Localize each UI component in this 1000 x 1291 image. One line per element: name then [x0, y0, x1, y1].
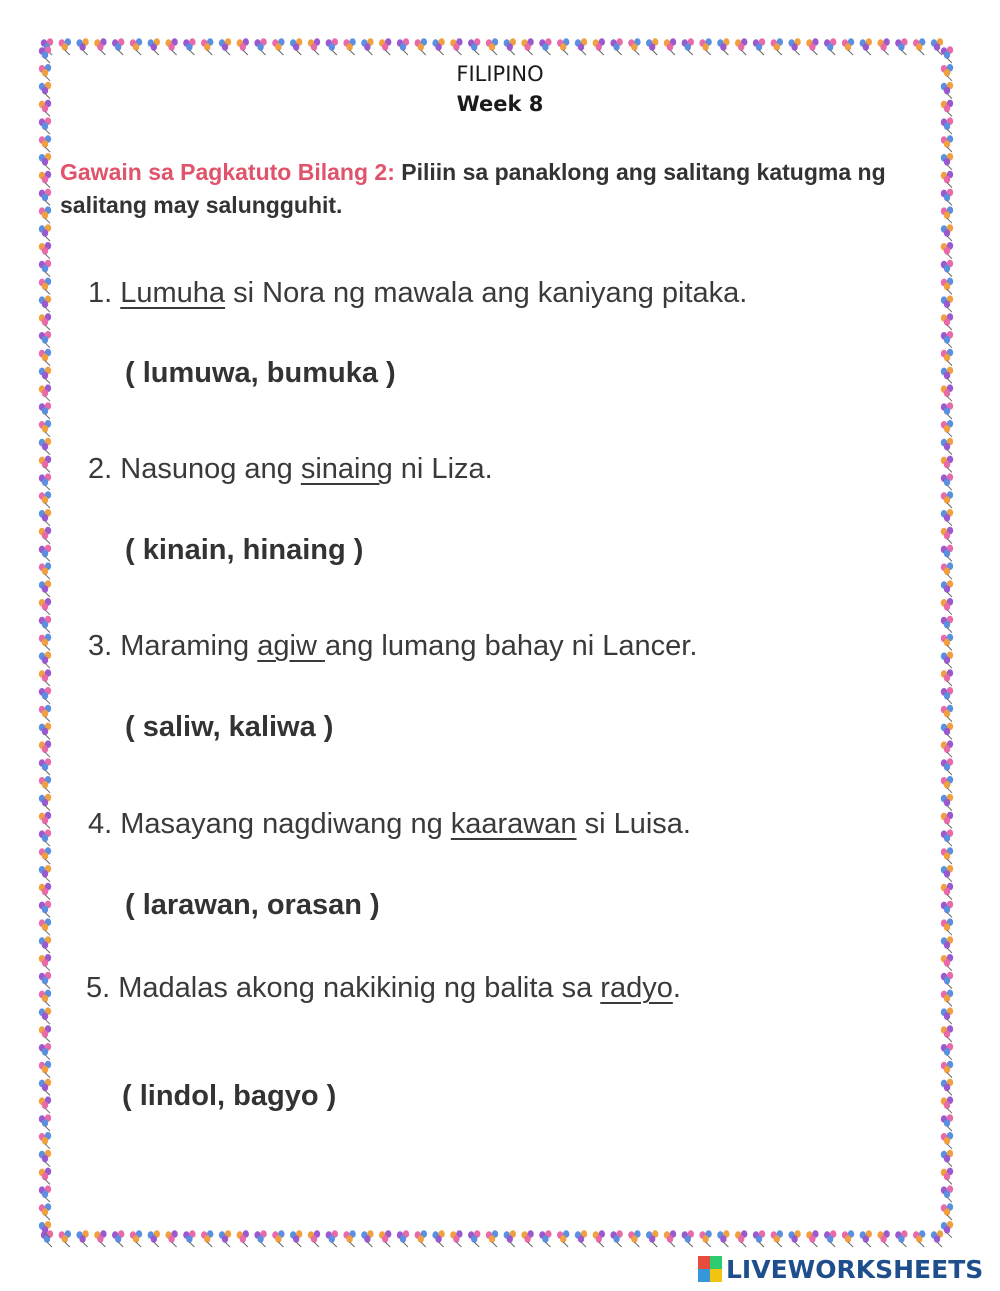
instructions-label: Gawain sa Pagkatuto Bilang 2: — [60, 159, 395, 185]
balloon-icon — [397, 38, 409, 55]
balloon-icon — [39, 776, 51, 793]
balloon-icon — [941, 812, 953, 829]
balloon-icon — [130, 1230, 142, 1247]
balloon-icon — [941, 313, 953, 330]
balloon-icon — [941, 1007, 953, 1024]
question-text-after: si Luisa. — [576, 808, 691, 840]
balloon-icon — [539, 1230, 551, 1247]
balloon-icon — [664, 1230, 676, 1247]
balloon-icon — [628, 1230, 640, 1247]
balloon-icon — [486, 1230, 498, 1247]
balloon-icon — [39, 1096, 51, 1113]
balloon-icon — [39, 990, 51, 1007]
choices-3: ( saliw, kaliwa ) — [125, 711, 334, 743]
choices-2: ( kinain, hinaing ) — [125, 534, 364, 566]
balloon-icon — [504, 38, 516, 55]
balloon-icon — [941, 260, 953, 277]
balloon-icon — [308, 38, 320, 55]
question-number: 4. — [88, 808, 113, 840]
balloon-icon — [76, 1230, 88, 1247]
balloon-icon — [941, 189, 953, 206]
balloon-icon — [941, 384, 953, 401]
balloon-icon — [941, 153, 953, 170]
balloon-icon — [941, 206, 953, 223]
balloon-icon — [219, 38, 231, 55]
balloon-icon — [771, 1230, 783, 1247]
balloon-icon — [39, 883, 51, 900]
balloon-icon — [39, 349, 51, 366]
balloon-icon — [39, 135, 51, 152]
balloon-icon — [735, 38, 747, 55]
balloon-icon — [941, 242, 953, 259]
balloon-icon — [39, 527, 51, 544]
balloon-border-left — [36, 44, 58, 1244]
balloon-icon — [237, 38, 249, 55]
balloon-icon — [415, 1230, 427, 1247]
balloon-icon — [450, 38, 462, 55]
balloon-icon — [941, 847, 953, 864]
balloon-icon — [941, 402, 953, 419]
balloon-icon — [557, 38, 569, 55]
question-number: 1. — [88, 277, 113, 309]
choices-4: ( larawan, orasan ) — [125, 889, 380, 921]
question-text-before: Nasunog ang — [120, 453, 301, 485]
balloon-icon — [941, 171, 953, 188]
balloon-icon — [39, 206, 51, 223]
balloon-icon — [39, 331, 51, 348]
balloon-icon — [183, 1230, 195, 1247]
balloon-icon — [941, 349, 953, 366]
balloon-icon — [219, 1230, 231, 1247]
balloon-icon — [148, 38, 160, 55]
balloon-icon — [941, 776, 953, 793]
balloon-icon — [39, 278, 51, 295]
balloon-icon — [183, 38, 195, 55]
balloon-icon — [39, 758, 51, 775]
balloon-icon — [521, 1230, 533, 1247]
question-number: 5. — [86, 972, 111, 1004]
balloon-icon — [941, 598, 953, 615]
balloon-icon — [941, 954, 953, 971]
balloon-icon — [39, 634, 51, 651]
balloon-icon — [39, 580, 51, 597]
balloon-icon — [824, 38, 836, 55]
balloon-icon — [646, 1230, 658, 1247]
balloon-icon — [290, 1230, 302, 1247]
balloon-icon — [397, 1230, 409, 1247]
balloon-icon — [39, 1025, 51, 1042]
week-title: Week 8 — [456, 92, 544, 116]
question-text-after: si Nora ng mawala ang kaniyang pitaka. — [225, 277, 748, 309]
underlined-word: agiw — [257, 630, 325, 662]
balloon-icon — [941, 972, 953, 989]
balloon-icon — [130, 38, 142, 55]
balloon-icon — [254, 38, 266, 55]
balloon-icon — [450, 1230, 462, 1247]
balloon-icon — [39, 1061, 51, 1078]
balloon-icon — [941, 865, 953, 882]
balloon-icon — [361, 1230, 373, 1247]
balloon-icon — [165, 1230, 177, 1247]
balloon-icon — [237, 1230, 249, 1247]
balloon-icon — [682, 1230, 694, 1247]
question-number: 2. — [88, 453, 113, 485]
balloon-icon — [941, 758, 953, 775]
balloon-icon — [941, 901, 953, 918]
balloon-icon — [39, 723, 51, 740]
balloon-icon — [941, 705, 953, 722]
balloon-icon — [290, 38, 302, 55]
balloon-icon — [39, 242, 51, 259]
balloon-icon — [201, 38, 213, 55]
balloon-icon — [39, 1079, 51, 1096]
balloon-icon — [941, 936, 953, 953]
balloon-icon — [39, 313, 51, 330]
balloon-icon — [646, 38, 658, 55]
balloon-icon — [112, 1230, 124, 1247]
balloon-icon — [39, 794, 51, 811]
logo-icon — [698, 1256, 722, 1282]
logo-text: LIVEWORKSHEETS — [726, 1254, 984, 1284]
balloon-icon — [39, 545, 51, 562]
balloon-border-bottom — [38, 1228, 962, 1250]
balloon-icon — [39, 224, 51, 241]
balloon-icon — [771, 38, 783, 55]
balloon-icon — [39, 847, 51, 864]
balloon-icon — [753, 1230, 765, 1247]
balloon-icon — [39, 829, 51, 846]
balloon-icon — [557, 1230, 569, 1247]
balloon-icon — [39, 1221, 51, 1238]
balloon-icon — [593, 38, 605, 55]
balloon-icon — [39, 865, 51, 882]
balloon-icon — [468, 38, 480, 55]
balloon-icon — [39, 1168, 51, 1185]
choices-1: ( lumuwa, bumuka ) — [125, 357, 396, 389]
balloon-icon — [941, 669, 953, 686]
balloon-icon — [39, 46, 51, 63]
balloon-icon — [877, 38, 889, 55]
balloon-icon — [39, 117, 51, 134]
balloon-icon — [895, 1230, 907, 1247]
balloon-icon — [877, 1230, 889, 1247]
balloon-icon — [343, 1230, 355, 1247]
balloon-icon — [753, 38, 765, 55]
balloon-icon — [39, 384, 51, 401]
balloon-icon — [941, 545, 953, 562]
balloon-icon — [272, 1230, 284, 1247]
balloon-icon — [39, 1185, 51, 1202]
balloon-icon — [39, 189, 51, 206]
balloon-icon — [486, 38, 498, 55]
underlined-word: Lumuha — [120, 277, 226, 309]
underlined-word: radyo — [600, 972, 673, 1004]
balloon-icon — [941, 1114, 953, 1131]
balloon-icon — [699, 1230, 711, 1247]
balloon-icon — [941, 1150, 953, 1167]
balloon-icon — [941, 135, 953, 152]
balloon-icon — [941, 420, 953, 437]
balloon-icon — [39, 562, 51, 579]
balloon-icon — [860, 38, 872, 55]
balloon-icon — [39, 367, 51, 384]
balloon-icon — [254, 1230, 266, 1247]
balloon-icon — [941, 829, 953, 846]
question-text-before: Maraming — [120, 630, 258, 662]
question-text-after: . — [672, 972, 681, 1004]
balloon-icon — [842, 38, 854, 55]
balloon-icon — [59, 38, 71, 55]
balloon-icon — [806, 1230, 818, 1247]
balloon-icon — [941, 491, 953, 508]
balloon-icon — [941, 46, 953, 63]
balloon-icon — [735, 1230, 747, 1247]
balloon-icon — [806, 38, 818, 55]
question-5 — [86, 972, 681, 1005]
balloon-icon — [39, 509, 51, 526]
balloon-icon — [941, 634, 953, 651]
balloon-icon — [941, 616, 953, 633]
balloon-icon — [941, 1025, 953, 1042]
balloon-icon — [379, 1230, 391, 1247]
balloon-icon — [941, 1096, 953, 1113]
balloon-icon — [94, 38, 106, 55]
balloon-icon — [941, 651, 953, 668]
balloon-icon — [39, 972, 51, 989]
balloon-icon — [941, 224, 953, 241]
balloon-icon — [941, 278, 953, 295]
balloon-icon — [913, 1230, 925, 1247]
balloon-icon — [941, 438, 953, 455]
question-number: 3. — [88, 630, 113, 662]
question-4 — [88, 808, 691, 841]
balloon-icon — [39, 456, 51, 473]
balloon-icon — [913, 38, 925, 55]
balloon-icon — [941, 1168, 953, 1185]
balloon-icon — [941, 1061, 953, 1078]
balloon-icon — [941, 1203, 953, 1220]
question-text-before: Masayang nagdiwang ng — [120, 808, 451, 840]
balloon-icon — [941, 990, 953, 1007]
balloon-icon — [941, 331, 953, 348]
balloon-icon — [415, 38, 427, 55]
balloon-icon — [39, 687, 51, 704]
balloon-icon — [39, 295, 51, 312]
balloon-icon — [326, 1230, 338, 1247]
underlined-word: kaarawan — [450, 808, 577, 840]
balloon-icon — [941, 687, 953, 704]
balloon-icon — [148, 1230, 160, 1247]
balloon-icon — [717, 38, 729, 55]
balloon-icon — [39, 153, 51, 170]
balloon-icon — [575, 1230, 587, 1247]
balloon-icon — [941, 473, 953, 490]
balloon-icon — [941, 883, 953, 900]
balloon-icon — [788, 1230, 800, 1247]
balloon-icon — [941, 1132, 953, 1149]
question-text-after: ni Liza. — [392, 453, 493, 485]
balloon-icon — [664, 38, 676, 55]
balloon-icon — [941, 1185, 953, 1202]
balloon-icon — [468, 1230, 480, 1247]
subject-title: FILIPINO — [456, 62, 544, 86]
balloon-icon — [941, 918, 953, 935]
underlined-word: sinaing — [300, 453, 393, 485]
liveworksheets-logo — [698, 1254, 983, 1284]
instructions — [60, 156, 920, 222]
balloon-icon — [39, 651, 51, 668]
balloon-icon — [941, 1043, 953, 1060]
balloon-icon — [165, 38, 177, 55]
balloon-icon — [39, 616, 51, 633]
balloon-icon — [39, 740, 51, 757]
balloon-icon — [39, 491, 51, 508]
balloon-icon — [39, 402, 51, 419]
balloon-icon — [699, 38, 711, 55]
balloon-icon — [343, 38, 355, 55]
question-1 — [88, 277, 747, 310]
balloon-border-right — [938, 44, 960, 1244]
balloon-icon — [593, 1230, 605, 1247]
balloon-icon — [201, 1230, 213, 1247]
question-3 — [88, 630, 697, 663]
balloon-icon — [361, 38, 373, 55]
question-text-after: ang lumang bahay ni Lancer. — [324, 630, 698, 662]
balloon-icon — [717, 1230, 729, 1247]
balloon-icon — [895, 38, 907, 55]
instructions-text: Piliin sa panaklong ang salitang katugma ng salitang may salungguhit. — [60, 159, 886, 218]
balloon-icon — [39, 598, 51, 615]
balloon-icon — [941, 723, 953, 740]
balloon-icon — [39, 705, 51, 722]
balloon-icon — [39, 1203, 51, 1220]
balloon-icon — [39, 1114, 51, 1131]
balloon-icon — [682, 38, 694, 55]
balloon-icon — [76, 38, 88, 55]
balloon-icon — [39, 1150, 51, 1167]
balloon-icon — [39, 669, 51, 686]
balloon-icon — [575, 38, 587, 55]
balloon-icon — [39, 1043, 51, 1060]
balloon-icon — [610, 1230, 622, 1247]
choices-5: ( lindol, bagyo ) — [122, 1080, 337, 1112]
balloon-icon — [941, 527, 953, 544]
balloon-icon — [521, 38, 533, 55]
balloon-icon — [941, 295, 953, 312]
balloon-icon — [941, 509, 953, 526]
balloon-icon — [39, 1132, 51, 1149]
balloon-icon — [94, 1230, 106, 1247]
balloon-icon — [59, 1230, 71, 1247]
balloon-icon — [941, 740, 953, 757]
balloon-icon — [308, 1230, 320, 1247]
balloon-icon — [39, 918, 51, 935]
balloon-icon — [39, 936, 51, 953]
balloon-icon — [39, 438, 51, 455]
balloon-icon — [39, 171, 51, 188]
balloon-icon — [941, 456, 953, 473]
question-text-before: Madalas akong nakikinig ng balita sa — [118, 972, 601, 1004]
balloon-icon — [39, 260, 51, 277]
balloon-icon — [432, 38, 444, 55]
balloon-icon — [432, 1230, 444, 1247]
balloon-icon — [326, 38, 338, 55]
balloon-icon — [824, 1230, 836, 1247]
balloon-icon — [941, 794, 953, 811]
balloon-icon — [39, 812, 51, 829]
balloon-icon — [860, 1230, 872, 1247]
balloon-icon — [941, 580, 953, 597]
balloon-icon — [941, 117, 953, 134]
balloon-icon — [272, 38, 284, 55]
balloon-icon — [842, 1230, 854, 1247]
balloon-border-top — [38, 36, 962, 58]
balloon-icon — [39, 1007, 51, 1024]
question-2 — [88, 453, 493, 486]
balloon-icon — [941, 367, 953, 384]
balloon-icon — [39, 954, 51, 971]
balloon-icon — [941, 1221, 953, 1238]
balloon-icon — [788, 38, 800, 55]
balloon-icon — [39, 420, 51, 437]
balloon-icon — [39, 901, 51, 918]
balloon-icon — [39, 473, 51, 490]
balloon-icon — [941, 562, 953, 579]
balloon-icon — [379, 38, 391, 55]
balloon-icon — [941, 1079, 953, 1096]
balloon-icon — [628, 38, 640, 55]
balloon-icon — [504, 1230, 516, 1247]
balloon-icon — [610, 38, 622, 55]
balloon-icon — [112, 38, 124, 55]
balloon-icon — [539, 38, 551, 55]
